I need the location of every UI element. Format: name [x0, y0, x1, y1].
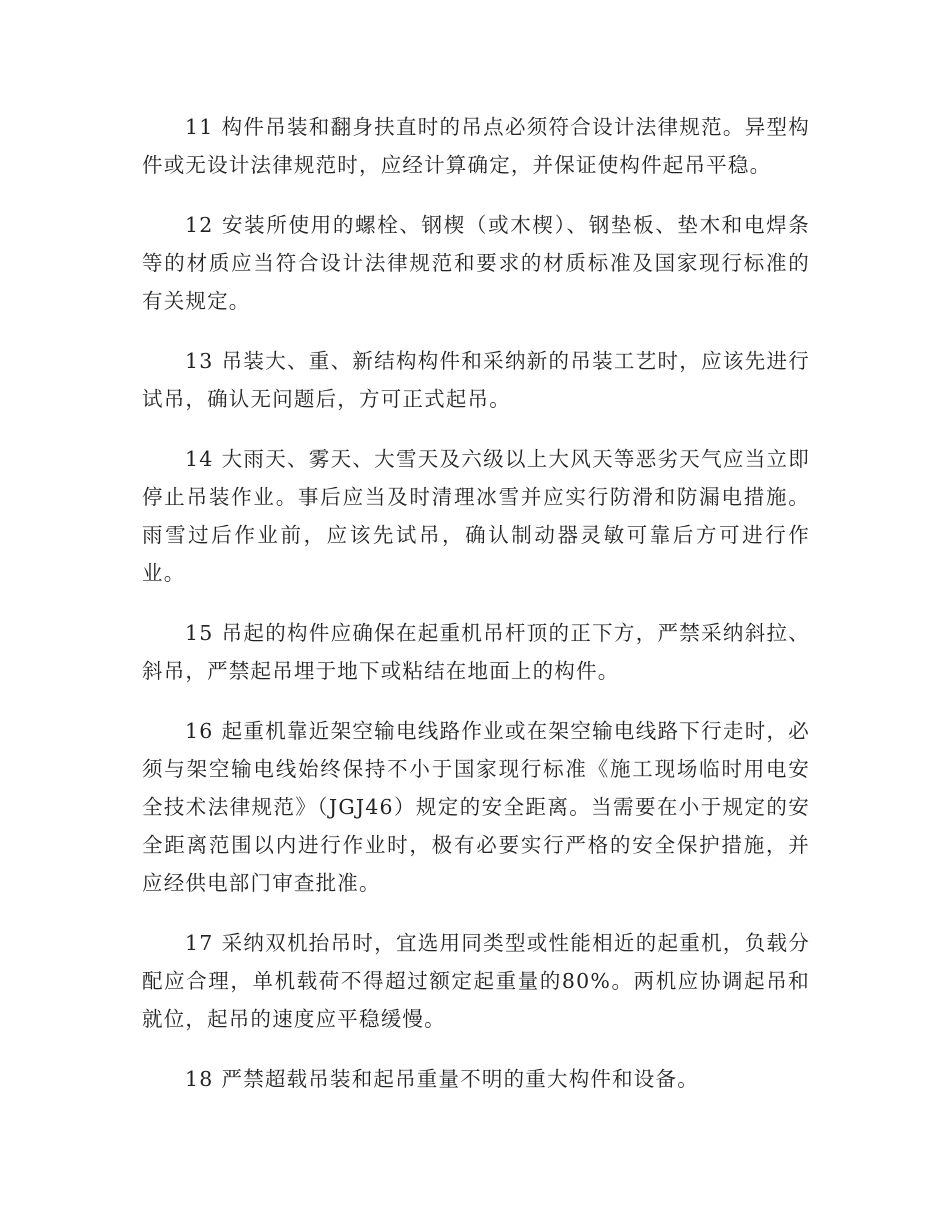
- paragraph-number: 12: [185, 213, 214, 237]
- paragraph-number: 14: [185, 447, 214, 471]
- paragraph-number: 11: [185, 115, 214, 139]
- paragraph-12: [142, 206, 810, 320]
- paragraph-18: [142, 1060, 810, 1098]
- paragraph-number: 15: [185, 621, 214, 645]
- paragraph-15: [142, 614, 810, 690]
- paragraph-number: 16: [185, 719, 214, 743]
- paragraph-text: 安装所使用的螺栓、钢楔（或木楔）、钢垫板、垫木和电焊条等的材质应当符合设计法律规范和要求的材质标准及国家现行标准的有关规定。: [142, 213, 810, 313]
- paragraph-text: 吊装大、重、新结构构件和采纳新的吊装工艺时，应该先进行试吊，确认无问题后，方可正式起吊。: [142, 349, 810, 411]
- paragraph-14: [142, 440, 810, 592]
- paragraph-17: [142, 924, 810, 1038]
- paragraph-number: 18: [185, 1067, 214, 1091]
- paragraph-text: 起重机靠近架空输电线路作业或在架空输电线路下行走时，必须与架空输电线始终保持不小于国家现行标准《施工现场临时用电安全技术法律规范》（JGJ46）规定的安全距离。当需要在小于规定的安全距离范围以内进行作业时，极有必要实行严格的安全保护措施，并应经供电部门审查批准。: [142, 719, 810, 895]
- paragraph-text: 吊起的构件应确保在起重机吊杆顶的正下方，严禁采纳斜拉、斜吊，严禁起吊埋于地下或粘结在地面上的构件。: [142, 621, 810, 683]
- paragraph-text: 采纳双机抬吊时，宜选用同类型或性能相近的起重机，负载分配应合理，单机载荷不得超过额定起重量的80%。两机应协调起吊和就位，起吊的速度应平稳缓慢。: [142, 931, 810, 1031]
- paragraph-text: 严禁超载吊装和起吊重量不明的重大构件和设备。: [221, 1067, 699, 1091]
- paragraph-number: 17: [185, 931, 214, 955]
- paragraph-13: [142, 342, 810, 418]
- document-body: [142, 108, 810, 1120]
- paragraph-text: 大雨天、雾天、大雪天及六级以上大风天等恶劣天气应当立即停止吊装作业。事后应当及时清理冰雪并应实行防滑和防漏电措施。雨雪过后作业前，应该先试吊，确认制动器灵敏可靠后方可进行作业。: [142, 447, 810, 585]
- paragraph-16: [142, 712, 810, 902]
- paragraph-number: 13: [185, 349, 214, 373]
- paragraph-11: [142, 108, 810, 184]
- paragraph-text: 构件吊装和翻身扶直时的吊点必须符合设计法律规范。异型构件或无设计法律规范时，应经计算确定，并保证使构件起吊平稳。: [142, 115, 810, 177]
